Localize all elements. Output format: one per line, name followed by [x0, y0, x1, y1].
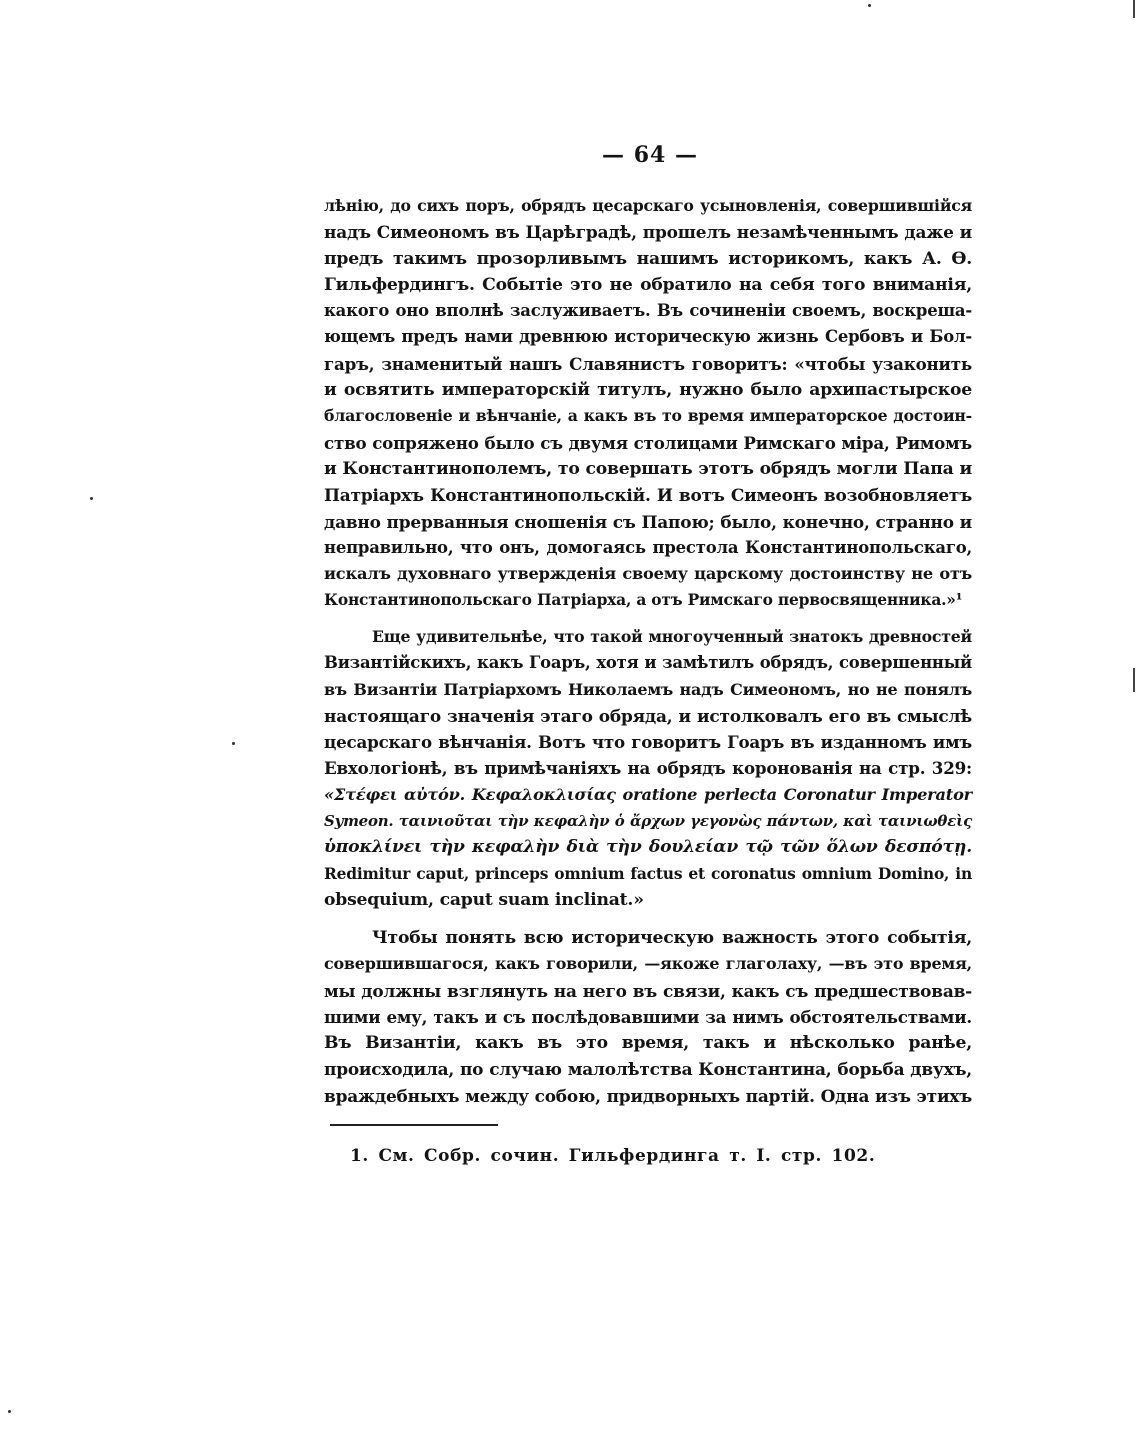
text-line: происходила, по случаю малолѣтства Константина, борьба двухъ, [324, 1059, 972, 1080]
latin-line: Redimitur caput, princeps omnium factus et coronatus omnium Domino, in [324, 863, 972, 883]
greek-latin-line: «Στέφει αὐτόν. Κεφαλοκλισίας oratione perlecta Coronatur Imperator [324, 784, 972, 804]
text-line: какого оно вполнѣ заслуживаетъ. Въ сочиненіи своемъ, воскреша- [324, 301, 972, 321]
text-line: Евхологіонѣ, въ примѣчаніяхъ на обрядъ коронованія на стр. 329: [324, 758, 972, 779]
text-line: неправильно, что онъ, домогаясь престола Константинопольскаго, [324, 537, 972, 557]
text-line: ющемъ предъ нами древнюю историческую жизнь Сербовъ и Бол- [324, 327, 972, 347]
text-line: давно прерванныя сношенія съ Папою; было, конечно, странно и [324, 511, 972, 532]
text-line: Въ Византіи, какъ въ это время, такъ и нѣсколько ранѣе, [324, 1033, 972, 1054]
paragraph-3 [324, 925, 972, 1109]
text-line: и Константинополемъ, то совершать этотъ обрядъ могли Папа и [324, 458, 972, 479]
text-line: предъ такимъ прозорливымъ нашимъ историкомъ, какъ А. Ѳ. [324, 248, 972, 269]
text-line: гаръ, знаменитый нашъ Славянистъ говоритъ: «чтобы узаконить [324, 353, 972, 374]
text-line: лѣнію, до сихъ поръ, обрядъ цесарскаго усыновленія, совершившійся [324, 196, 972, 215]
scan-speck [232, 742, 235, 745]
text-line: цесарскаго вѣнчанія. Вотъ что говоритъ Гоаръ въ изданномъ имъ [324, 732, 972, 753]
text-line: Патріархъ Константинопольскій. И вотъ Симеонъ возобновляетъ [324, 485, 972, 506]
text-line: Константинопольскаго Патріарха, а отъ Римскаго первосвященника.»¹ [324, 590, 963, 610]
greek-latin-line: ὑποκλίνει τὴν κεφαλὴν διὰ τὴν δουλείαν τῷ τῶν ὅλων δεσπότῃ. [324, 837, 972, 858]
text-line: мы должны взглянуть на него въ связи, какъ съ предшествовав- [324, 980, 972, 1001]
text-line: Византійскихъ, какъ Гоаръ, хотя и замѣтилъ обрядъ, совершенный [324, 653, 972, 673]
text-line: благословеніе и вѣнчаніе, а какъ въ то время императорское достоин- [324, 406, 972, 426]
text-line: надъ Симеономъ въ Царѣградѣ, прошелъ незамѣченнымъ даже и [324, 222, 972, 243]
text-line: искалъ духовнаго утвержденія своему царскому достоинству не отъ [324, 564, 972, 584]
text-line: враждебныхъ между собою, придворныхъ партій. Одна изъ этихъ [324, 1085, 972, 1106]
scan-edge-mark [1133, 0, 1135, 18]
text-line: Еще удивительнѣе, что такой многоученный знатокъ древностей [372, 627, 972, 646]
footnote: 1. См. Собр. сочин. Гильфердинга т. I. стр. 102. [350, 1146, 876, 1166]
text-line: въ Византіи Патріархомъ Николаемъ надъ Симеономъ, но не понялъ [324, 679, 972, 699]
text-line: ство сопряжено было съ двумя столицами Римскаго міра, Римомъ [324, 432, 972, 453]
text-line: шими ему, такъ и съ послѣдовавшими за нимъ обстоятельствами. [324, 1006, 972, 1027]
latin-line: obsequium, caput suam inclinat.» [324, 889, 644, 910]
scan-speck [868, 4, 871, 7]
paragraph-2 [324, 624, 972, 913]
paragraph-1 [324, 193, 972, 614]
text-line: совершившагося, какъ говорили, —якоже глаголаху, —въ это время, [324, 954, 972, 974]
greek-latin-line: Symeon. ταινιοῦται τὴν κεφαλὴν ὁ ἄρχων γεγονὼς πάντων, καὶ ταινιωθεὶς [324, 812, 972, 831]
text-line: Чтобы понять всю историческую важность этого событія, [372, 928, 972, 948]
scan-edge-mark [1133, 668, 1135, 692]
text-line: Гильфердингъ. Событіе это не обратило на себя того вниманія, [324, 274, 972, 295]
scan-speck [8, 1410, 11, 1413]
text-line: и освятить императорскій титулъ, нужно было архипастырское [324, 380, 972, 401]
scan-speck [90, 497, 93, 500]
footnote-rule [330, 1124, 498, 1126]
text-line: настоящаго значенія этаго обряда, и истолковалъ его въ смыслѣ [324, 705, 972, 726]
page-number: — 64 — [602, 142, 698, 168]
